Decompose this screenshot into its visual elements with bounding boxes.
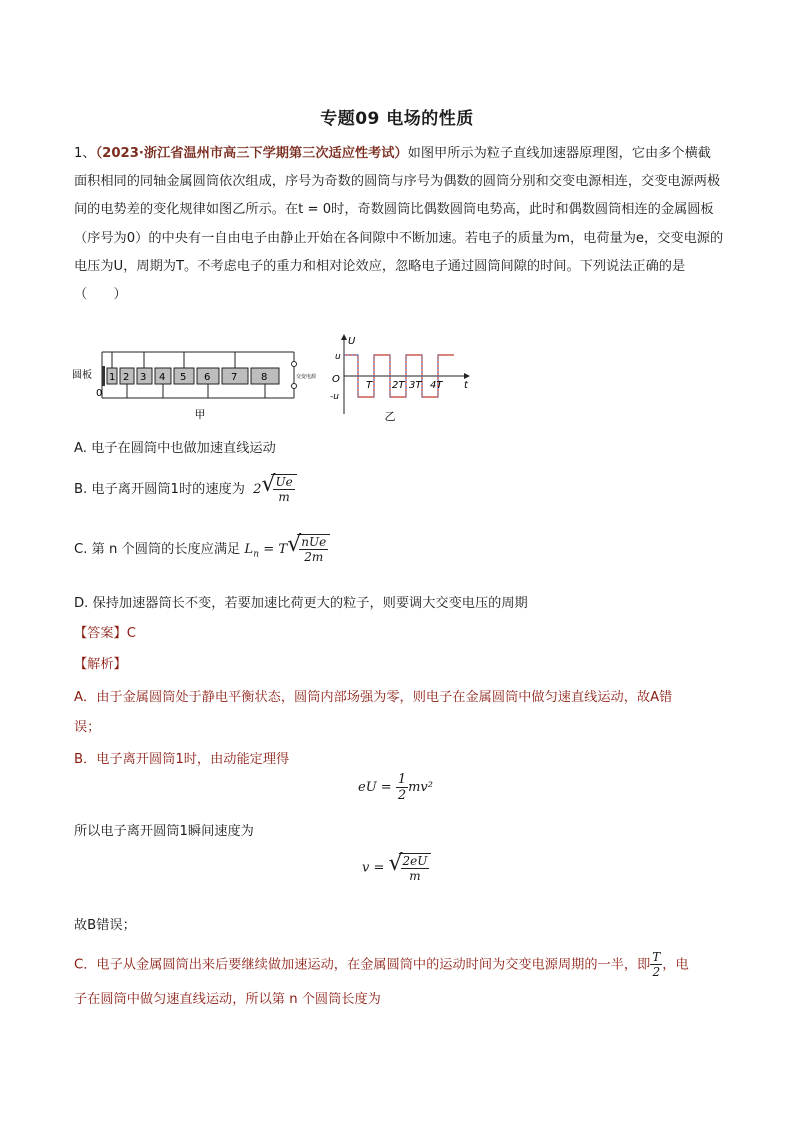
- eq1-lhs: eU =: [358, 780, 392, 795]
- option-b-coef: 2: [253, 482, 262, 497]
- equation-velocity: v = √ $\frac{2eU}{m}$: [362, 853, 431, 883]
- eq1-num: 1: [397, 772, 407, 787]
- tick-label: 3T: [409, 380, 422, 391]
- eq2-den: m: [401, 868, 430, 883]
- analysis-a-1: A．由于金属圆筒处于静电平衡状态，圆筒内部场强为零，则电子在金属圆筒中做匀速直线运动，故A错: [74, 690, 673, 705]
- tube-number: 2: [123, 372, 130, 383]
- tube-number: 6: [204, 372, 211, 383]
- y-axis-label: U: [348, 336, 356, 347]
- option-c: [74, 534, 330, 564]
- tube-number: 8: [261, 372, 268, 383]
- terminal-icon: [292, 384, 297, 389]
- origin-label: O: [332, 374, 340, 385]
- option-c-den: 2m: [299, 549, 328, 564]
- question-source: （2023·浙江省温州市高三下学期第三次适应性考试）: [95, 146, 408, 161]
- analysis-so: 所以电子离开圆筒1瞬间速度为: [74, 824, 254, 839]
- tick-label: T: [366, 380, 373, 391]
- tube-number: 1: [109, 372, 116, 383]
- eq1-den: 2: [397, 788, 407, 803]
- option-b: [74, 474, 297, 504]
- plate-label: 圆板: [72, 370, 92, 381]
- question-text: 如图甲所示为粒子直线加速器原理图，它由多个横截面积相同的同轴金属圆筒依次组成，序号为奇数的圆筒与序号为偶数的圆筒分别和交变电源相连，交变电源两极间的电势差的变化规律如图乙所示。在t = 0时，奇数圆筒比偶数圆筒电势高，此时和偶数圆筒相连的金属圆板（序号为0）的中央有一自由电子由静止开始在各间隙中不断加速。若电子的质量为m，电荷量为e，交变电源的电压为U，周期为T。不考虑电子的重力和相对论效应，忽略电子通过圆筒间隙的时间。下列说法正确的是（ ）: [74, 146, 724, 303]
- eq2-lhs: v =: [362, 860, 385, 876]
- figure-yi: [328, 332, 478, 424]
- eq2-num: 2eU: [402, 854, 428, 868]
- option-c-lhs: L: [244, 542, 254, 557]
- x-axis-label: t: [464, 380, 468, 391]
- tick-label: 2T: [392, 380, 405, 391]
- option-b-sqrt: √ $\frac{Ue}{m}$: [261, 474, 296, 504]
- option-b-text: B. 电子离开圆筒1时的速度为: [74, 482, 245, 497]
- option-a: A. 电子在圆筒中也做加速直线运动: [74, 441, 276, 456]
- analysis-c-2: 子在圆筒中做匀速直线运动，所以第 n 个圆筒长度为: [74, 992, 381, 1007]
- option-c-eq: = T: [263, 542, 288, 557]
- ac-source-label: 交变电源: [296, 374, 317, 380]
- terminal-icon: [292, 362, 297, 367]
- tube-number: 3: [140, 372, 147, 383]
- option-c-sqrt: √ $\frac{\text{nUe}}{2m}$: [287, 534, 330, 564]
- analysis-label: 【解析】: [74, 657, 127, 672]
- tube-number: 4: [159, 372, 166, 383]
- analysis-a-2: 误；: [74, 720, 101, 735]
- answer: 【答案】C: [74, 626, 136, 641]
- option-d: D. 保持加速器筒长不变，若要加速比荷更大的粒子，则要调大交变电压的周期: [74, 596, 528, 611]
- analysis-b-wrong: 故B错误；: [74, 918, 136, 933]
- option-b-num: Ue: [275, 475, 293, 489]
- zero-label: 0: [96, 388, 103, 399]
- option-c-text: C. 第 n 个圆筒的长度应满足: [74, 542, 241, 557]
- equation-energy: [358, 772, 433, 803]
- analysis-c-1-pre: C．电子从金属圆筒出来后要继续做加速运动，在金属圆筒中的运动时间为交变电源周期的一半，即: [74, 957, 651, 973]
- figure-jia: [72, 338, 317, 423]
- y-bottom-label: -u: [330, 392, 339, 402]
- option-c-num: nUe: [301, 535, 327, 549]
- c-frac-num: T: [652, 950, 661, 964]
- metal-plate: [102, 366, 105, 386]
- c-frac-den: 2: [650, 964, 662, 979]
- caption-jia: 甲: [194, 408, 206, 421]
- question-number: 1、: [74, 146, 96, 161]
- y-top-label: u: [335, 352, 341, 362]
- caption-yi: 乙: [384, 410, 396, 423]
- option-c-sub: n: [253, 549, 259, 560]
- tube-number: 7: [231, 372, 238, 383]
- tick-label: 4T: [430, 380, 443, 391]
- analysis-c-1-post: ，电: [662, 957, 689, 973]
- analysis-c-1: [74, 950, 689, 979]
- eq1-rhs: mv²: [408, 780, 433, 795]
- tube-number: 5: [180, 372, 187, 383]
- tube-group: [107, 368, 279, 384]
- page-title: 专题09 电场的性质: [320, 109, 474, 129]
- analysis-b: B．电子离开圆筒1时，由动能定理得: [74, 752, 290, 767]
- option-b-den: m: [273, 489, 294, 504]
- question-stem: [74, 140, 724, 309]
